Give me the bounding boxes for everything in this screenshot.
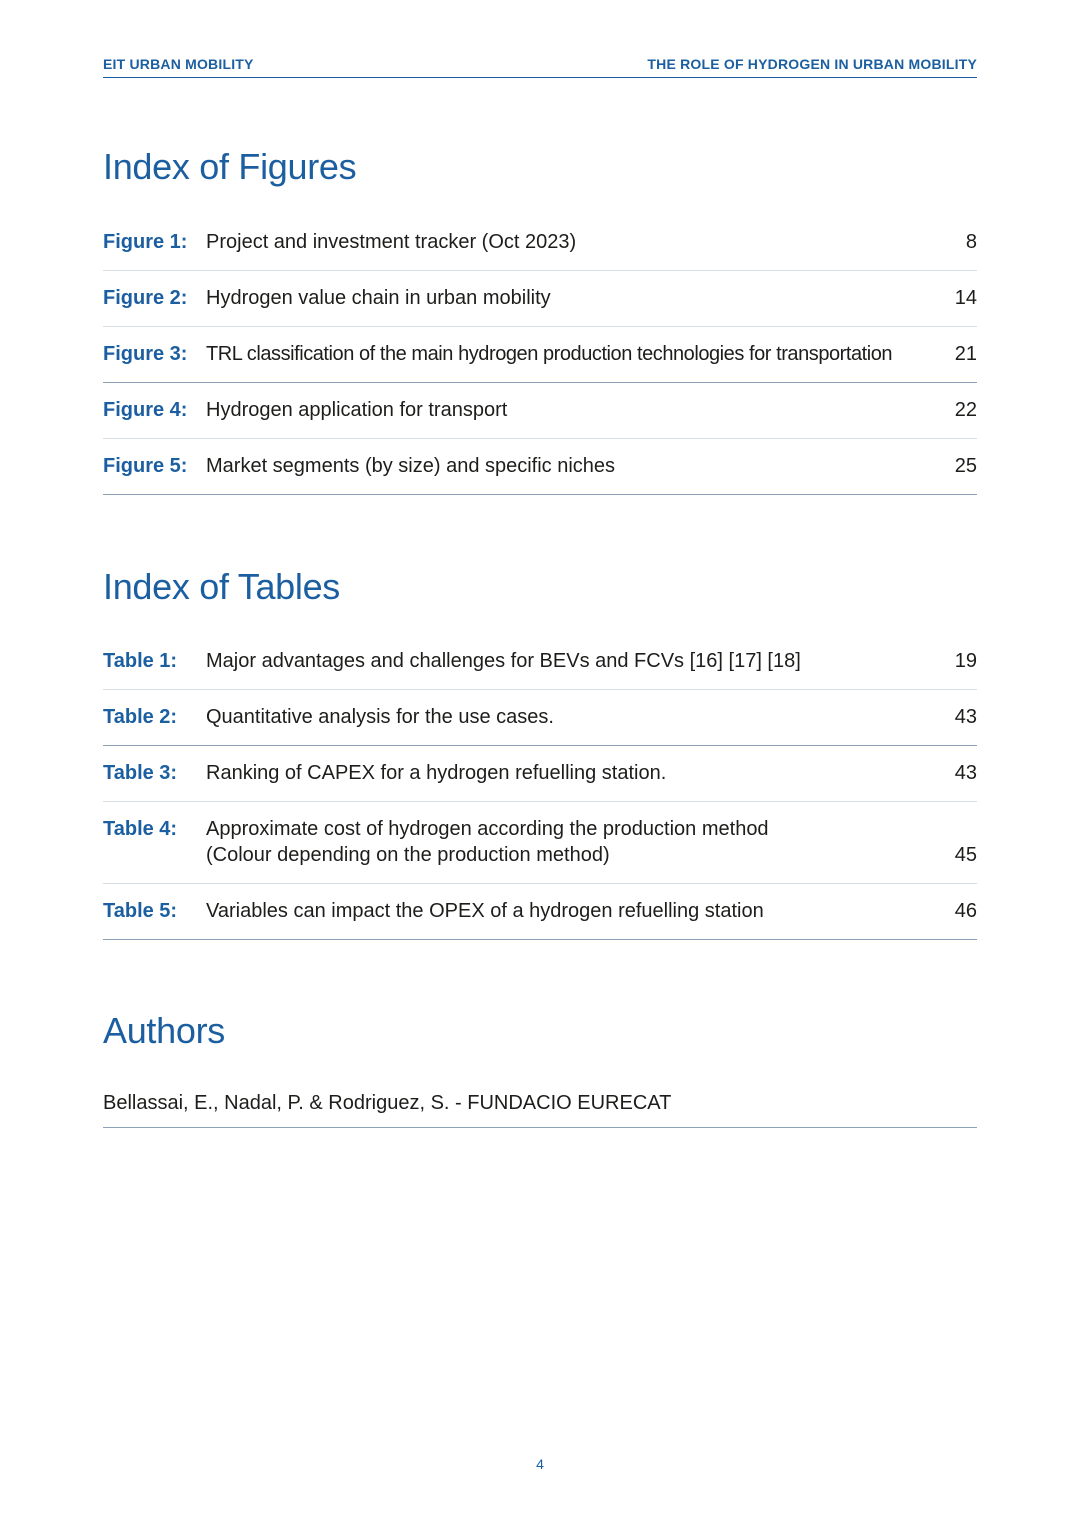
figure-page-number: 21 (954, 343, 977, 365)
table-caption: Major advantages and challenges for BEVs and FCVs [16] [17] [18] (206, 650, 801, 672)
page-header (103, 54, 977, 78)
table-label: Table 5: (103, 900, 178, 922)
table-page-number: 43 (954, 762, 977, 784)
header-org: EIT URBAN MOBILITY (103, 56, 254, 72)
table-page-number: 46 (954, 900, 977, 922)
table-caption: Ranking of CAPEX for a hydrogen refuelling station. (206, 762, 667, 784)
figure-entry-4[interactable] (103, 383, 977, 439)
table-caption-line-1: Approximate cost of hydrogen according the production method (206, 818, 769, 840)
figures-index-list (103, 215, 977, 495)
figure-page-number: 25 (954, 455, 977, 477)
tables-index-list (103, 634, 977, 940)
figure-label: Figure 3: (103, 343, 188, 365)
table-entry-2[interactable] (103, 690, 977, 746)
figure-caption: Hydrogen value chain in urban mobility (206, 287, 551, 309)
figure-caption: Hydrogen application for transport (206, 399, 508, 421)
table-caption-line-2: (Colour depending on the production method) (206, 844, 610, 866)
table-entry-1[interactable] (103, 634, 977, 690)
figure-page-number: 14 (954, 287, 977, 309)
tables-index-title: Index of Tables (103, 566, 341, 607)
figure-entry-5[interactable] (103, 439, 977, 495)
table-page-number: 45 (954, 844, 977, 866)
figure-page-number: 8 (965, 231, 977, 253)
table-entry-5[interactable] (103, 884, 977, 940)
table-label: Table 3: (103, 762, 178, 784)
figure-entry-2[interactable] (103, 271, 977, 327)
figure-label: Figure 2: (103, 287, 188, 309)
figure-entry-1[interactable] (103, 215, 977, 271)
table-label: Table 4: (103, 818, 178, 840)
figure-page-number: 22 (954, 399, 977, 421)
header-doc-title: THE ROLE OF HYDROGEN IN URBAN MOBILITY (647, 56, 977, 72)
table-page-number: 43 (954, 706, 977, 728)
table-caption: Variables can impact the OPEX of a hydrogen refuelling station (206, 900, 764, 922)
table-caption (206, 816, 937, 868)
authors-text: Bellassai, E., Nadal, P. & Rodriguez, S. - FUNDACIO EURECAT (103, 1092, 977, 1128)
table-label: Table 1: (103, 650, 178, 672)
figure-caption: Project and investment tracker (Oct 2023) (206, 231, 577, 253)
table-label: Table 2: (103, 706, 178, 728)
figure-caption: TRL classification of the main hydrogen production technologies for transportation (206, 343, 893, 365)
figure-caption: Market segments (by size) and specific niches (206, 455, 616, 477)
authors-title: Authors (103, 1010, 225, 1051)
figure-entry-3[interactable] (103, 327, 977, 383)
table-page-number: 19 (954, 650, 977, 672)
table-entry-4[interactable] (103, 802, 977, 884)
table-entry-3[interactable] (103, 746, 977, 802)
figure-label: Figure 1: (103, 231, 188, 253)
figure-label: Figure 4: (103, 399, 188, 421)
figure-label: Figure 5: (103, 455, 188, 477)
table-caption: Quantitative analysis for the use cases. (206, 706, 554, 728)
page-number: 4 (536, 1456, 544, 1472)
figures-index-title: Index of Figures (103, 146, 357, 187)
